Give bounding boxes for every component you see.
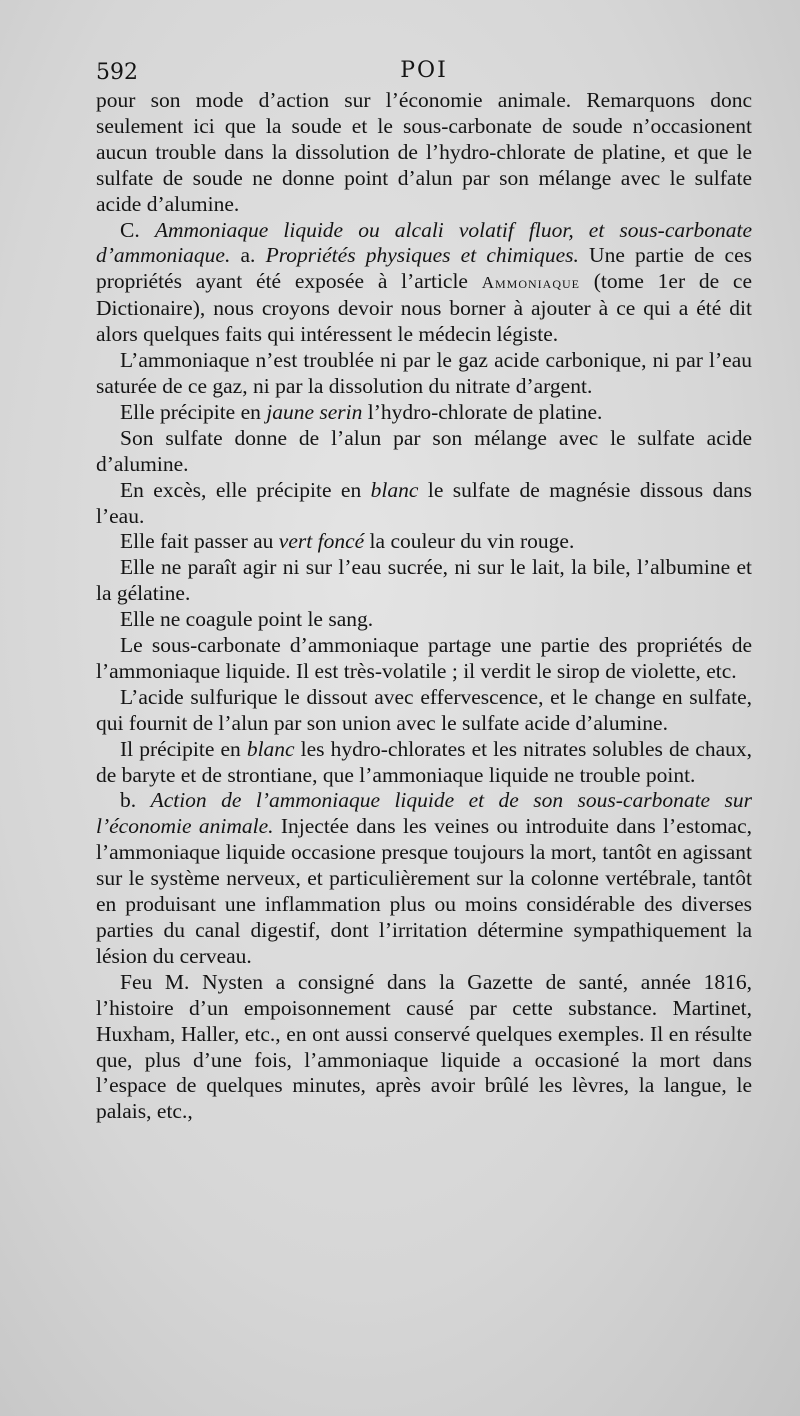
text-run: Feu M. Nysten a consigné dans la Gazette de santé, année 1816, l’histoire d’un empoisonnement causé par cette substance. Martinet, Huxham, Haller, etc., en ont aussi conservé quelques exemples. Il en résulte que, plus d’une fois, l’ammoniaque liquide a occasioné la mort dans l’espace de quelques minutes, après avoir brûlé les lèvres, la langue, le palais, etc.,	[96, 969, 752, 1124]
italic-run: jaune serin	[266, 399, 363, 424]
text-run: L’acide sulfurique le dissout avec effervescence, et le change en sulfate, qui fournit de l’alun par son union avec le sulfate acide d’alumine.	[96, 684, 752, 735]
text-run: Le sous-carbonate d’ammoniaque partage une partie des propriétés de l’ammoniaque liquide. Il est très-volatile ; il verdit le sirop de violette, etc.	[96, 633, 752, 683]
italic-run: vert foncé	[278, 529, 365, 554]
small-caps-run: Ammoniaque	[481, 273, 581, 293]
paragraph	[96, 788, 752, 969]
paragraph	[96, 218, 752, 349]
paragraph	[96, 529, 752, 555]
italic-run: Propriétés physiques et chimiques.	[265, 243, 579, 268]
text-run: Elle ne paraît agir ni sur l’eau sucrée, ni sur le lait, la bile, l’albumine et la gélatine.	[96, 555, 752, 606]
paragraph	[96, 633, 752, 685]
italic-run: blanc	[370, 477, 419, 502]
italic-run: Ammoniaque liquide ou alcali volatif fluor, et sous-carbonate d’ammoniaque.	[96, 217, 752, 268]
text-run: les hydro-chlorates et les nitrates solubles de chaux, de baryte et de strontiane, que l’ammoniaque liquide ne trouble point.	[96, 736, 752, 787]
text-run: C.	[120, 217, 155, 242]
paragraph	[96, 426, 752, 478]
paragraph	[96, 555, 752, 607]
text-run: la couleur du vin rouge.	[364, 529, 575, 554]
text-run: En excès, elle précipite en	[120, 477, 371, 502]
text-run: b.	[120, 788, 151, 813]
body-text	[96, 88, 752, 1125]
text-run: l’hydro-chlorate de platine.	[362, 399, 603, 424]
text-run: (tome 1er de ce Dictionaire), nous croyons devoir nous borner à ajouter à ce qui a été dit alors quelques faits qui intéressent le médecin légiste.	[96, 269, 753, 347]
paragraph	[96, 478, 752, 530]
text-run: Une partie de ces propriétés ayant été exposée à l’article	[96, 243, 753, 294]
text-run: L’ammoniaque n’est troublée ni par le gaz acide carbonique, ni par l’eau saturée de ce gaz, ni par la dissolution du nitrate d’argent.	[96, 348, 752, 398]
text-run: a.	[230, 243, 266, 268]
italic-run: Action de l’ammoniaque liquide et de son sous-carbonate sur l’économie animale.	[96, 788, 753, 839]
text-run: Elle fait passer au	[120, 529, 279, 554]
text-run: Il précipite en	[120, 736, 247, 761]
paragraph	[96, 970, 752, 1125]
paragraph	[96, 88, 752, 218]
paragraph	[96, 737, 752, 789]
text-run: Injectée dans les veines ou introduite dans l’estomac, l’ammoniaque liquide occasione presque toujours la mort, tantôt en agissant sur le système nerveux, et particulièrement sur la colonne vertébrale, tantôt en produisant une inflammation plus ou moins considérable des diverses parties du canal digestif, dont l’irritation détermine sympathiquement la lésion du cerveau.	[96, 814, 753, 968]
text-run: pour son mode d’action sur l’économie animale. Remarquons donc seulement ici que la soude et le sous-carbonate de soude n’occasionent aucun trouble dans la dissolution de l’hydro-chlorate de platine, et que le sulfate de soude ne donne point d’alun par son mélange avec le sulfate acide d’alumine.	[96, 88, 752, 216]
text-run: le sulfate de magnésie dissous dans l’eau.	[96, 477, 752, 528]
text-run: Son sulfate donne de l’alun par son mélange avec le sulfate acide d’alumine.	[96, 425, 752, 476]
paragraph	[96, 400, 752, 426]
page-number: 592	[96, 60, 138, 85]
italic-run: blanc	[246, 736, 295, 761]
text-run: Elle ne coagule point le sang.	[120, 607, 374, 632]
paragraph	[96, 348, 752, 400]
running-head	[96, 58, 752, 90]
paragraph	[96, 607, 752, 633]
paragraph	[96, 685, 752, 737]
text-run: Elle précipite en	[120, 399, 267, 424]
running-title: POI	[400, 58, 448, 83]
